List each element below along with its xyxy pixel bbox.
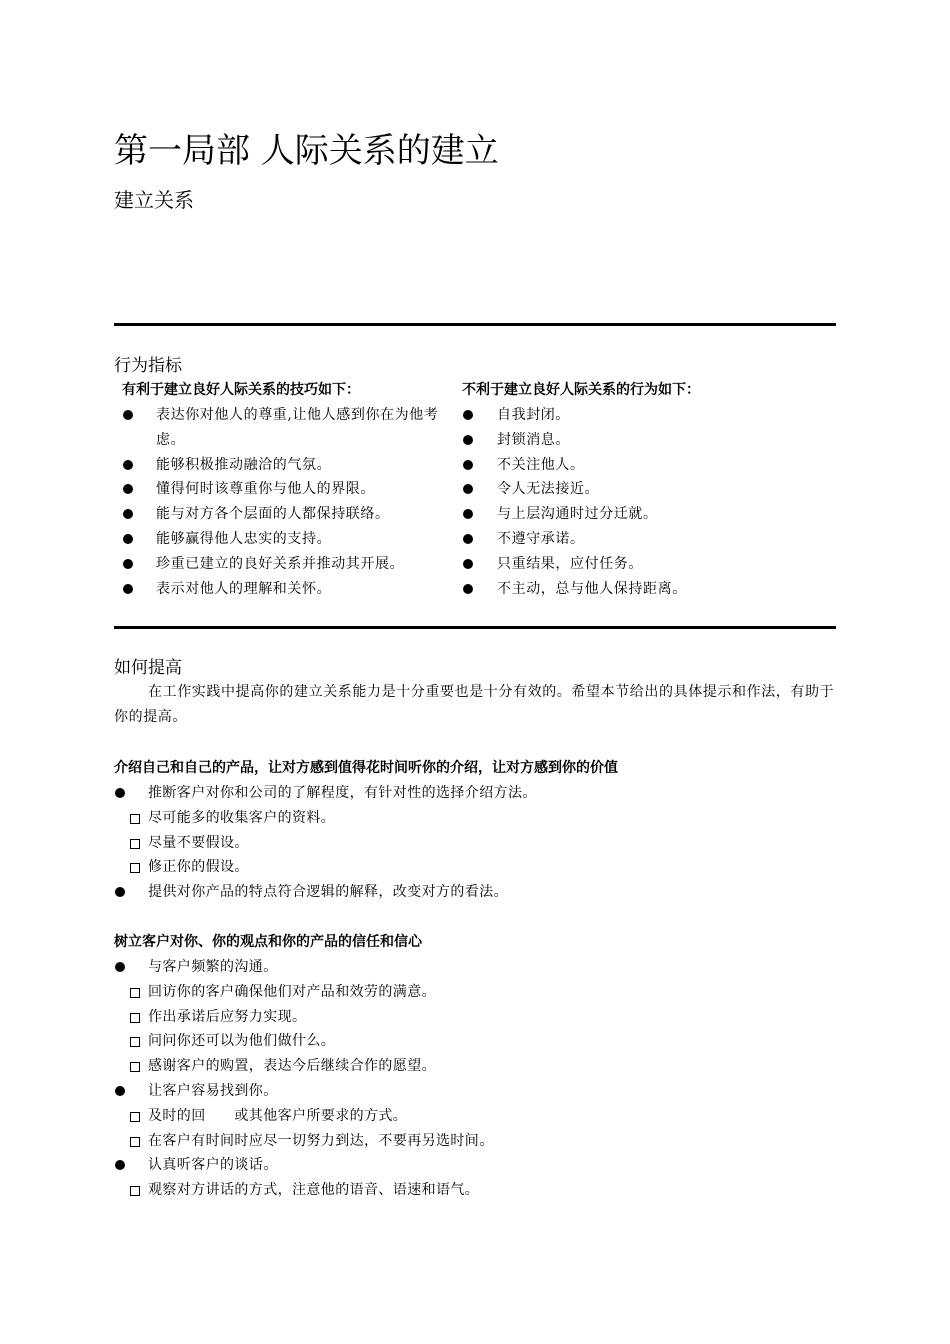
- square-bullet-icon: [130, 1013, 140, 1023]
- list-item-text: 回访你的客户确保他们对产品和效劳的满意。: [148, 983, 436, 1000]
- list-item-text: 在客户有时间时应尽一切努力到达，不要再另选时间。: [148, 1132, 494, 1149]
- bullet-dot-icon: [123, 534, 133, 544]
- list-item: [462, 577, 836, 602]
- document-subtitle: 建立关系: [114, 188, 194, 212]
- list-item-text: 提供对你产品的特点符合逻辑的解释，改变对方的看法。: [148, 884, 508, 901]
- bullet-dot-icon: [115, 962, 125, 972]
- list-item: [462, 552, 836, 577]
- bullet-dot-icon: [463, 534, 473, 544]
- list-item: [114, 1129, 836, 1154]
- list-item-text: 观察对方讲话的方式，注意他的语音、语速和语气。: [148, 1182, 480, 1199]
- indicators-heading: 行为指标: [114, 356, 182, 376]
- list-item: [114, 806, 836, 831]
- square-bullet-icon: [130, 839, 140, 849]
- list-item: [114, 1178, 836, 1203]
- list-item-text: 感谢客户的购置，表达今后继续合作的愿望。: [148, 1058, 436, 1075]
- list-item: [114, 781, 836, 806]
- intro-product-heading: 介绍自己和自己的产品，让对方感到值得花时间听你的介绍，让对方感到你的价值: [114, 760, 618, 776]
- bullet-dot-icon: [463, 460, 473, 470]
- improve-intro: [114, 680, 836, 730]
- bullet-dot-icon: [463, 484, 473, 494]
- list-item: [114, 1079, 836, 1104]
- list-item-text: 令人无法接近。: [497, 481, 600, 498]
- square-bullet-icon: [130, 814, 140, 824]
- negative-list: [462, 403, 836, 601]
- list-item-text: 只重结果，应付任务。: [497, 555, 643, 572]
- list-item: [462, 477, 836, 502]
- list-item-text: 尽量不要假设。: [148, 834, 249, 851]
- list-item-text: 不主动，总与他人保持距离。: [497, 580, 687, 597]
- positive-list: [122, 403, 454, 601]
- list-item: [114, 1104, 836, 1129]
- list-item: [122, 477, 454, 502]
- list-item: [114, 955, 836, 980]
- list-item: [122, 577, 454, 602]
- negative-heading: 不利于建立良好人际关系的行为如下：: [462, 382, 700, 398]
- section-divider-middle: [114, 626, 836, 629]
- bullet-dot-icon: [123, 484, 133, 494]
- list-item-text: 表达你对他人的尊重,让他人感到你在为他考虑。: [156, 407, 439, 448]
- intro-product-section: [114, 756, 836, 905]
- improve-intro-text: 在工作实践中提高你的建立关系能力是十分重要也是十分有效的。希望本节给出的具体提示和作法，有助于你的提高。: [114, 684, 835, 725]
- square-bullet-icon: [130, 1186, 140, 1196]
- trust-section: [114, 930, 836, 1203]
- positive-column: [122, 378, 454, 601]
- list-item-text: 懂得何时该尊重你与他人的界限。: [156, 481, 375, 498]
- square-bullet-icon: [130, 1112, 140, 1122]
- bullet-dot-icon: [463, 559, 473, 569]
- list-item: [114, 1153, 836, 1178]
- list-item-text: 表示对他人的理解和关怀。: [156, 580, 332, 597]
- bullet-dot-icon: [115, 1160, 125, 1170]
- list-item: [122, 453, 454, 478]
- list-item-text: 能与对方各个层面的人都保持联络。: [156, 506, 390, 523]
- negative-column: [462, 378, 836, 601]
- bullet-dot-icon: [463, 509, 473, 519]
- square-bullet-icon: [130, 1037, 140, 1047]
- list-item: [122, 552, 454, 577]
- square-bullet-icon: [130, 1062, 140, 1072]
- document-title: 第一局部 人际关系的建立: [114, 131, 499, 171]
- list-item-text: 尽可能多的收集客户的资料。: [148, 809, 336, 826]
- list-item: [462, 527, 836, 552]
- list-item: [462, 453, 836, 478]
- bullet-dot-icon: [115, 788, 125, 798]
- list-item: [122, 502, 454, 527]
- list-item-text: 不关注他人。: [497, 456, 585, 473]
- list-item-text: 能够积极推动融洽的气氛。: [156, 456, 332, 473]
- list-item: [462, 502, 836, 527]
- square-bullet-icon: [130, 863, 140, 873]
- bullet-dot-icon: [115, 887, 125, 897]
- bullet-dot-icon: [123, 559, 133, 569]
- list-item-text: 封锁消息。: [497, 431, 570, 448]
- list-item: [114, 1005, 836, 1030]
- section-divider-top: [114, 323, 836, 326]
- trust-heading: 树立客户对你、你的观点和你的产品的信任和信心: [114, 934, 422, 950]
- list-item: [122, 527, 454, 552]
- bullet-dot-icon: [115, 1086, 125, 1096]
- square-bullet-icon: [130, 1137, 140, 1147]
- list-item: [114, 980, 836, 1005]
- list-item: [462, 428, 836, 453]
- list-item-text: 修正你的假设。: [148, 859, 249, 876]
- list-item-text: 珍重已建立的良好关系并推动其开展。: [156, 555, 405, 572]
- bullet-dot-icon: [123, 509, 133, 519]
- list-item-text: 不遵守承诺。: [497, 530, 585, 547]
- list-item-text: 能够赢得他人忠实的支持。: [156, 530, 332, 547]
- list-item: [122, 403, 454, 453]
- bullet-dot-icon: [463, 435, 473, 445]
- list-item-text: 自我封闭。: [497, 407, 570, 423]
- list-item: [114, 1054, 836, 1079]
- bullet-dot-icon: [463, 584, 473, 594]
- list-item: [114, 855, 836, 880]
- bullet-dot-icon: [463, 410, 473, 420]
- list-item-text: 认真听客户的谈话。: [148, 1157, 278, 1174]
- bullet-dot-icon: [123, 460, 133, 470]
- list-item-text: 与客户频繁的沟通。: [148, 959, 278, 975]
- list-item-text: 与上层沟通时过分迁就。: [497, 506, 658, 523]
- list-item: [114, 880, 836, 905]
- square-bullet-icon: [130, 988, 140, 998]
- list-item-text: 推断客户对你和公司的了解程度，有针对性的选择介绍方法。: [148, 785, 537, 801]
- bullet-dot-icon: [123, 584, 133, 594]
- list-item-text: 问问你还可以为他们做什么。: [148, 1033, 336, 1050]
- list-item: [114, 831, 836, 856]
- list-item-text: 让客户容易找到你。: [148, 1082, 278, 1099]
- list-item-text: 作出承诺后应努力实现。: [148, 1008, 307, 1025]
- positive-heading: 有利于建立良好人际关系的技巧如下：: [122, 382, 360, 398]
- list-item: [114, 1029, 836, 1054]
- improve-heading: 如何提高: [114, 658, 182, 678]
- bullet-dot-icon: [123, 410, 133, 420]
- list-item: [462, 403, 836, 428]
- list-item-text: 及时的回 或其他客户所要求的方式。: [148, 1107, 408, 1124]
